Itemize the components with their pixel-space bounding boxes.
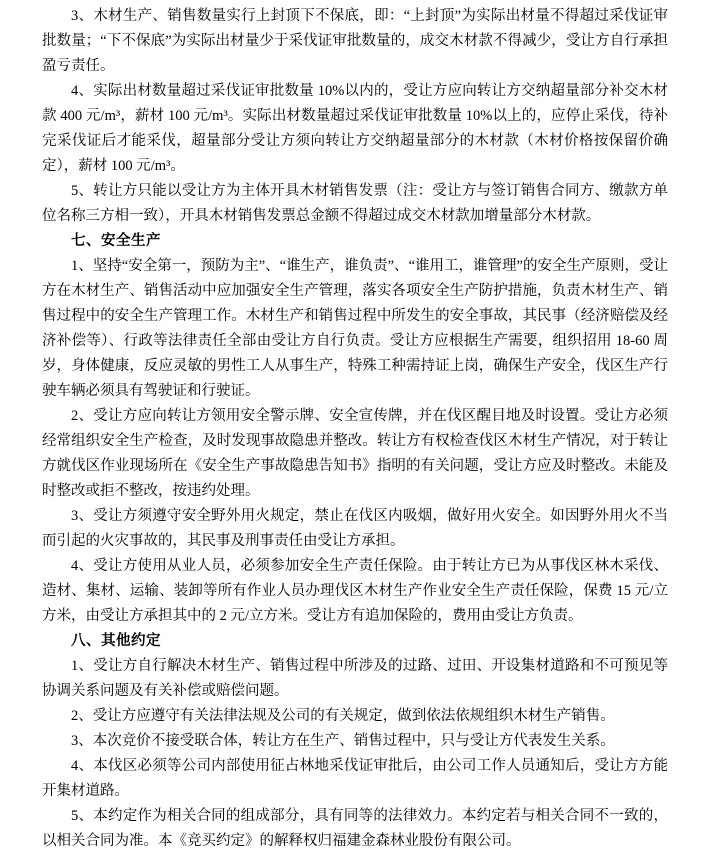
paragraph-s8-item3: 3、本次竞价不接受联合体，转让方在生产、销售过程中，只与受让方代表发生关系。 [71, 733, 615, 749]
section-heading-8: 八、其他约定 [71, 633, 161, 649]
paragraph-s7-item2: 2、受让方应向转让方领用安全警示牌、安全宣传牌，并在伐区醒目地及时设置。受让方必须经常组织安全生产检查，及时发现事故隐患并整改。转让方有权检查伐区木材生产情况，对于转让方就伐区作业现场所在《安全生产事故隐患告知书》指明的有关问题，受让方应及时整改。未能及时整改或拒不整改，按违约处理。 [42, 408, 668, 499]
paragraph-s7-item4: 4、受让方使用从业人员，必须参加安全生产责任保险。由于转让方已为从事伐区林木采伐、造材、集材、运输、装卸等所有作业人员办理伐区木材生产作业安全生产责任保险，保费 15 元/立方米，由受让方承担其中的 2 元/立方米。受让方有追加保险的，费用由受让方负责。 [42, 558, 668, 624]
paragraph-s6-item5: 5、转让方只能以受让方为主体开具木材销售发票（注：受让方与签订销售合同方、缴款方单位名称三方相一致），开具木材销售发票总金额不得超过成交木材款加增量部分木材款。 [42, 183, 668, 224]
paragraph-s8-item2: 2、受让方应遵守有关法律法规及公司的有关规定，做到依法依规组织木材生产销售。 [71, 708, 615, 724]
section-heading-7: 七、安全生产 [71, 233, 161, 249]
paragraph-s8-item4: 4、本伐区必须等公司内部使用征占林地采伐证审批后，由公司工作人员通知后，受让方方能开集材道路。 [42, 758, 668, 799]
paragraph-s8-item1: 1、受让方自行解决木材生产、销售过程中所涉及的过路、过田、开设集材道路和不可预见等协调关系问题及有关补偿或赔偿问题。 [42, 658, 668, 699]
paragraph-s7-item1: 1、坚持“安全第一，预防为主”、“谁生产，谁负责”、“谁用工，谁管理”的安全生产原则，受让方在木材生产、销售活动中应加强安全生产管理，落实各项安全生产防护措施，负责木材生产、销售过程中的安全生产管理工作。木材生产和销售过程中所发生的安全事故，其民事（经济赔偿及经济补偿等）、行政等法律责任全部由受让方自行负责。受让方应根据生产需要，组织招用 18-60 周岁，身体健康，反应灵敏的男性工人从事生产，特殊工种需持证上岗，确保生产安全，伐区生产行驶车辆必须具有驾驶证和行驶证。 [42, 258, 668, 399]
paragraph-s7-item3: 3、受让方须遵守安全野外用火规定，禁止在伐区内吸烟，做好用火安全。如因野外用火不当而引起的火灾事故的，其民事及刑事责任由受让方承担。 [42, 508, 668, 549]
paragraph-s6-item3: 3、木材生产、销售数量实行上封顶下不保底，即：“上封顶”为实际出材量不得超过采伐证审批数量；“下不保底”为实际出材量少于采伐证审批数量的，成交木材款不得减少，受让方自行承担盈亏责任。 [42, 8, 668, 74]
paragraph-s6-item4: 4、实际出材数量超过采伐证审批数量 10%以内的，受让方应向转让方交纳超量部分补交木材款 400 元/m³，薪材 100 元/m³。实际出材数量超过采伐证审批数量 10%以上的，应停止采伐，待补完采伐证后才能采伐，超量部分受让方须向转让方交纳超量部分的木材款（木材价格按保留价确定），薪材 100 元/m³。 [42, 83, 668, 174]
paragraph-s8-item5: 5、本约定作为相关合同的组成部分，具有同等的法律效力。本约定若与相关合同不一致的，以相关合同为准。本《竞买约定》的解释权归福建金森林业股份有限公司。 [42, 808, 668, 849]
